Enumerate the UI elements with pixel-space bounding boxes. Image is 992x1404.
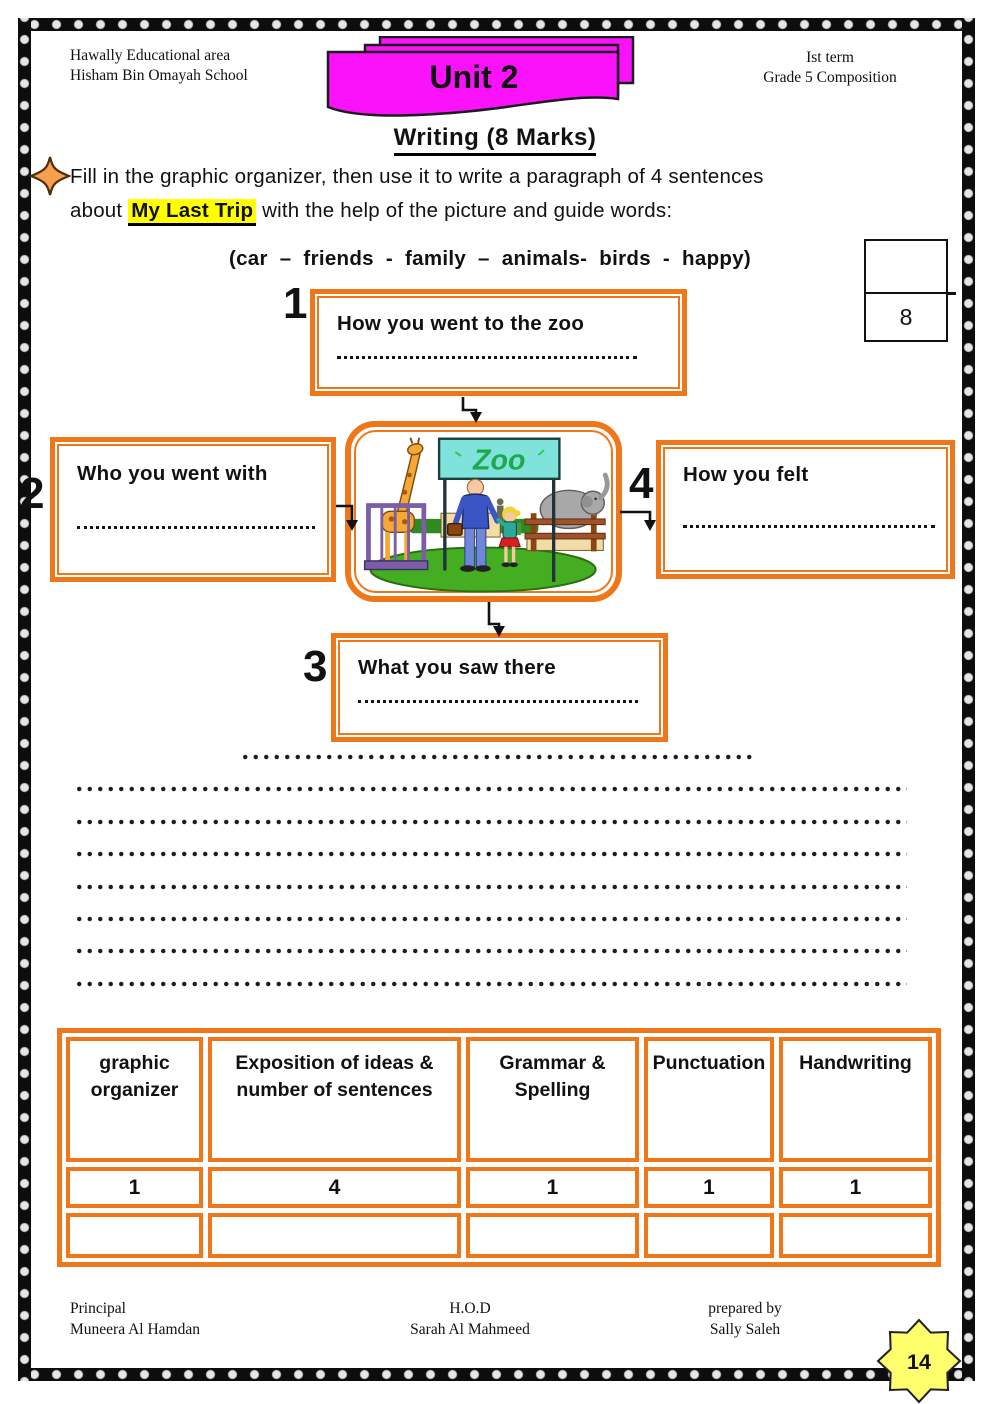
header-area-line: Hawally Educational area	[70, 47, 231, 64]
writing-line	[74, 922, 907, 954]
writing-short-line	[240, 752, 755, 760]
zoo-illustration	[357, 433, 610, 594]
page-title: Writing (8 Marks)	[280, 124, 710, 152]
writing-lines	[74, 760, 907, 987]
organizer-box-how-went	[310, 289, 687, 396]
rubric-score-cell-2	[466, 1213, 639, 1258]
writing-line	[74, 890, 907, 922]
rubric-header-cell-4: Handwriting	[779, 1037, 932, 1162]
footer-hod-name: Sarah Al Mahmeed	[410, 1321, 530, 1338]
unit-banner	[316, 36, 648, 132]
zoo-sign-label: Zoo	[473, 444, 526, 477]
rubric-empty-row	[66, 1213, 932, 1258]
score-box-total: 8	[899, 303, 913, 330]
box-number-1: 1	[283, 279, 308, 328]
box-label-2: Who you went with	[77, 462, 268, 485]
instruction-highlight: My Last Trip	[128, 199, 256, 226]
star-bullet-icon	[29, 156, 71, 196]
page-border-top	[18, 18, 975, 31]
unit-banner-label: Unit 2	[429, 59, 519, 95]
page-number: 14	[907, 1350, 931, 1375]
box-number-4: 4	[629, 459, 654, 508]
organizer-box-what-saw	[331, 633, 668, 742]
rubric-score-cell-1	[208, 1213, 461, 1258]
box-answer-line-2	[77, 526, 315, 529]
arrow-to-box4	[620, 512, 650, 522]
rubric-score-cell-3	[644, 1213, 774, 1258]
footer-hod	[385, 1298, 555, 1340]
box-answer-line-4	[683, 525, 935, 528]
page-number-badge	[876, 1318, 962, 1404]
rubric-header-cell-0: graphic organizer	[66, 1037, 203, 1162]
rubric-mark-cell-2: 1	[466, 1167, 639, 1208]
rubric-mark-cell-0: 1	[66, 1167, 203, 1208]
writing-line	[74, 857, 907, 889]
footer-principal	[70, 1298, 200, 1340]
footer-principal-name: Muneera Al Hamdan	[70, 1321, 200, 1338]
footer-prepared-title: prepared by	[708, 1300, 782, 1317]
footer-prepared-name: Sally Saleh	[709, 1321, 781, 1338]
box-label-1: How you went to the zoo	[337, 312, 585, 335]
header-school-line: Hisham Bin Omayah School	[70, 67, 248, 84]
footer-hod-title: H.O.D	[449, 1300, 491, 1317]
instruction-text	[70, 160, 930, 228]
score-box-earned-cell	[866, 241, 946, 294]
writing-line	[74, 825, 907, 857]
writing-line	[74, 760, 907, 792]
arrow-from-box1	[463, 397, 476, 413]
footer-principal-title: Principal	[70, 1300, 126, 1317]
footer-prepared	[665, 1298, 825, 1340]
header-school-info	[70, 46, 248, 86]
page-border-left	[18, 18, 31, 1381]
arrow-to-box3	[489, 602, 499, 628]
rubric-header-row	[66, 1037, 932, 1162]
header-grade-line: Grade 5 Composition	[763, 69, 897, 86]
rubric-score-cell-4	[779, 1213, 932, 1258]
rubric-header-cell-1: Exposition of ideas & number of sentences	[208, 1037, 461, 1162]
rubric-header-cell-2: Grammar & Spelling	[466, 1037, 639, 1162]
instruction-line2-suffix: with the help of the picture and guide words:	[256, 199, 673, 222]
guide-words: (car – friends - family – animals- birds - happy)	[228, 247, 752, 270]
box-answer-line-3	[358, 700, 638, 703]
box-number-2: 2	[20, 469, 45, 518]
rubric-score-cell-0	[66, 1213, 203, 1258]
page-border-bottom	[18, 1368, 975, 1381]
giraffe-figure	[382, 438, 424, 560]
instruction-line2-prefix: about	[70, 199, 129, 222]
writing-line	[74, 954, 907, 986]
box-label-4: How you felt	[683, 463, 809, 486]
rubric-marks-row	[66, 1167, 932, 1208]
center-image-box	[345, 421, 622, 602]
writing-line	[74, 792, 907, 824]
organizer-box-who-with	[50, 437, 336, 582]
score-box	[864, 239, 948, 342]
rubric-mark-cell-3: 1	[644, 1167, 774, 1208]
box-number-3: 3	[303, 642, 328, 691]
box-answer-line-1	[337, 356, 637, 359]
rubric-header-cell-3: Punctuation	[644, 1037, 774, 1162]
rubric-table	[57, 1028, 941, 1267]
page-border-right	[962, 18, 975, 1381]
header-term-line: Ist term	[806, 49, 854, 66]
organizer-box-how-felt	[656, 440, 955, 579]
header-term-info	[730, 48, 930, 88]
rubric-mark-cell-4: 1	[779, 1167, 932, 1208]
instruction-line1: Fill in the graphic organizer, then use it to write a paragraph of 4 sentences	[70, 165, 764, 188]
rubric-mark-cell-1: 4	[208, 1167, 461, 1208]
box-label-3: What you saw there	[358, 656, 556, 679]
